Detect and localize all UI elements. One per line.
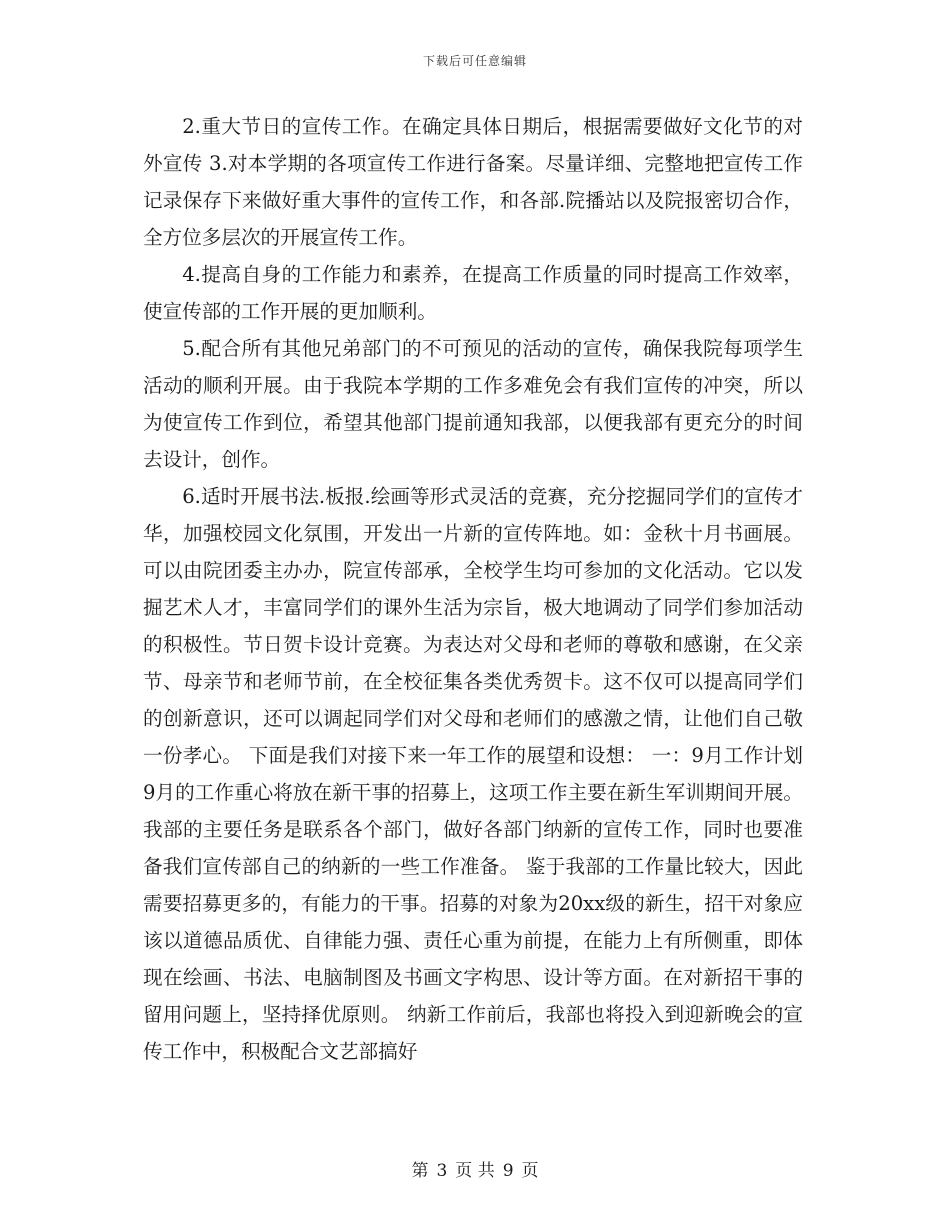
paragraph-item-4: 4.提高自身的工作能力和素养，在提高工作质量的同时提高工作效率，使宣传部的工作开展的更加顺利。 (143, 263, 803, 323)
page-footer (0, 1156, 950, 1181)
document-body (143, 108, 803, 1070)
footer-middle: 页 共 (455, 1161, 495, 1181)
page-header: 下载后可任意编辑 (422, 54, 527, 68)
paragraph-item-5: 5.配合所有其他兄弟部门的不可预见的活动的宣传，确保我院每项学生活动的顺利开展。由于我院本学期的工作多难免会有我们宣传的冲突，所以为使宣传工作到位，希望其他部门提前通知我部，以便我部有更充分的时间去设计，创作。 (143, 337, 803, 471)
current-page-number: 3 (436, 1161, 448, 1181)
footer-suffix: 页 (521, 1161, 539, 1181)
paragraph-item-2: 2.重大节日的宣传工作。在确定具体日期后，根据需要做好文化节的对外宣传 3.对本学期的各项宣传工作进行备案。尽量详细、完整地把宣传工作记录保存下来做好重大事件的宣传工作，和各部.院播站以及院报密切合作，全方位多层次的开展宣传工作。 (143, 115, 803, 249)
footer-prefix: 第 (411, 1161, 429, 1181)
paragraph-item-6: 6.适时开展书法.板报.绘画等形式灵活的竞赛，充分挖掘同学们的宣传才华，加强校园文化氛围，开发出一片新的宣传阵地。如：金秋十月书画展。可以由院团委主办办，院宣传部承，全校学生均可参加的文化活动。它以发掘艺术人才，丰富同学们的课外生活为宗旨，极大地调动了同学们参加活动的积极性。节日贺卡设计竞赛。为表达对父母和老师的尊敬和感谢，在父亲节、母亲节和老师节前，在全校征集各类优秀贺卡。这不仅可以提高同学们的创新意识，还可以调起同学们对父母和老师们的感激之情，让他们自己敬一份孝心。 下面是我们对接下来一年工作的展望和设想： 一：9月工作计划 9月的工作重心将放在新干事的招募上，这项工作主要在新生军训期间开展。我部的主要任务是联系各个部门，做好各部门纳新的宣传工作，同时也要准备我们宣传部自己的纳新的一些工作准备。 鉴于我部的工作量比较大，因此需要招募更多的，有能力的干事。招募的对象为20xx级的新生，招干对象应该以道德品质优、自律能力强、责任心重为前提，在能力上有所侧重，即体现在绘画、书法、电脑制图及书画文字构思、设计等方面。在对新招干事的留用问题上，坚持择优原则。 纳新工作前后，我部也将投入到迎新晚会的宣传工作中，积极配合文艺部搞好 (143, 485, 803, 1063)
total-page-number: 9 (502, 1161, 514, 1181)
